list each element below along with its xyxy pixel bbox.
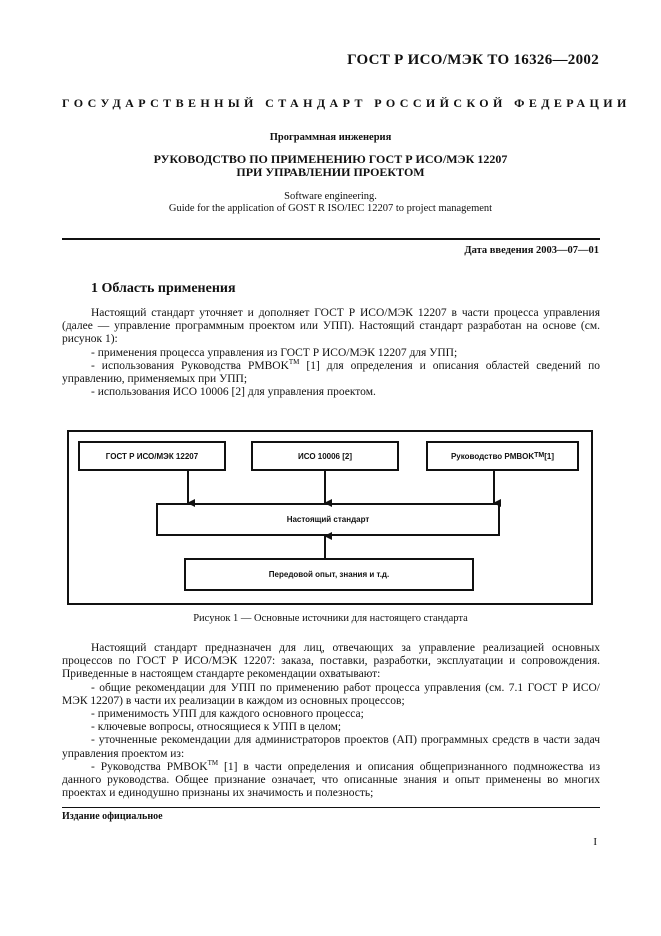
scope-paragraph: Настоящий стандарт уточняет и дополняет ГОСТ Р ИСО/МЭК 12207 в части процесса управления (далее — управление программным проектом или УПП). Настоящий стандарт разработан на основе (см. рисунок 1): [62,307,600,346]
scope-text-bottom [62,642,600,800]
footer-rule [62,807,600,808]
list-item: - использования ИСО 10006 [2] для управления проектом. [91,386,376,399]
list-item-text: [1] в части определения и описания общепризнанного подмножества из данного руководства. Общее признание означает, что описанные знания и опыт применены во многих проектах и единодушно признаны их значимость и полезность; [62,760,600,800]
standard-code: ГОСТ Р ИСО/МЭК ТО 16326—2002 [347,52,599,68]
main-title-line1: РУКОВОДСТВО ПО ПРИМЕНЕНИЮ ГОСТ Р ИСО/МЭК 12207 [153,152,508,166]
english-title [62,191,599,215]
purpose-paragraph: Настоящий стандарт предназначен для лиц, отвечающих за управление реализацией основных процессов по ГОСТ Р ИСО/МЭК 12207: заказа, поставки, разработки, эксплуатации и сопровождения. Приведенные в настоящем стандарте рекомендации охватывают: [62,642,600,681]
list-item: - уточненные рекомендации для администраторов проектов (АП) программных средств в части задач управления проектом из: [62,734,600,760]
list-item-text: - Руководства PMBOK [91,760,208,773]
list-item: - применения процесса управления из ГОСТ Р ИСО/МЭК 12207 для УПП; [91,346,458,359]
scope-text-top [62,307,600,399]
list-item-text: - использования Руководства PMBOK [91,359,289,372]
list-item-text: [1] для определения и описания областей сведений по управлению, применяемых при УПП; [62,359,600,386]
english-title-line2: Guide for the application of GOST R ISO/IEC 12207 to project management [168,203,493,214]
introduction-date: Дата введения 2003—07—01 [464,245,599,256]
list-item: - применимость УПП для каждого основного процесса; [91,708,364,721]
page-number: I [593,836,597,848]
box-standard: Настоящий стандарт [156,503,500,536]
header-rule [62,238,600,240]
list-item [62,761,600,801]
list-item: - общие рекомендации для УПП по применению работ процесса управления (см. 7.1 ГОСТ Р ИСО/МЭК 12207) в части их реализации в каждом из основных процессов; [62,681,600,707]
box-practice: Передовой опыт, знания и т.д. [184,558,474,591]
english-title-line1: Software engineering. [284,191,377,202]
box-gost: ГОСТ Р ИСО/МЭК 12207 [78,441,226,471]
figure-caption: Рисунок 1 — Основные источники для настоящего стандарта [193,613,468,624]
box-pmbok-ref: [1] [544,451,555,461]
trademark-sup: TM [288,357,300,366]
state-standard-heading: ГОСУДАРСТВЕННЫЙ СТАНДАРТ РОССИЙСКОЙ ФЕДЕРАЦИИ [62,96,631,110]
box-pmbok: Руководство PMBOK TM [1] [426,441,579,471]
box-iso: ИСО 10006 [2] [251,441,399,471]
main-title [62,153,599,179]
list-item: - ключевые вопросы, относящиеся к УПП в целом; [91,721,342,734]
edition-label: Издание официальное [62,811,163,822]
list-item [62,357,600,386]
section-heading: 1 Область применения [91,281,236,296]
subject-title: Программная инженерия [269,132,392,143]
trademark-sup: TM [207,759,219,767]
box-pmbok-label: Руководство PMBOK [450,451,535,461]
main-title-line2: ПРИ УПРАВЛЕНИИ ПРОЕКТОМ [236,165,425,179]
figure-diagram [67,430,593,605]
